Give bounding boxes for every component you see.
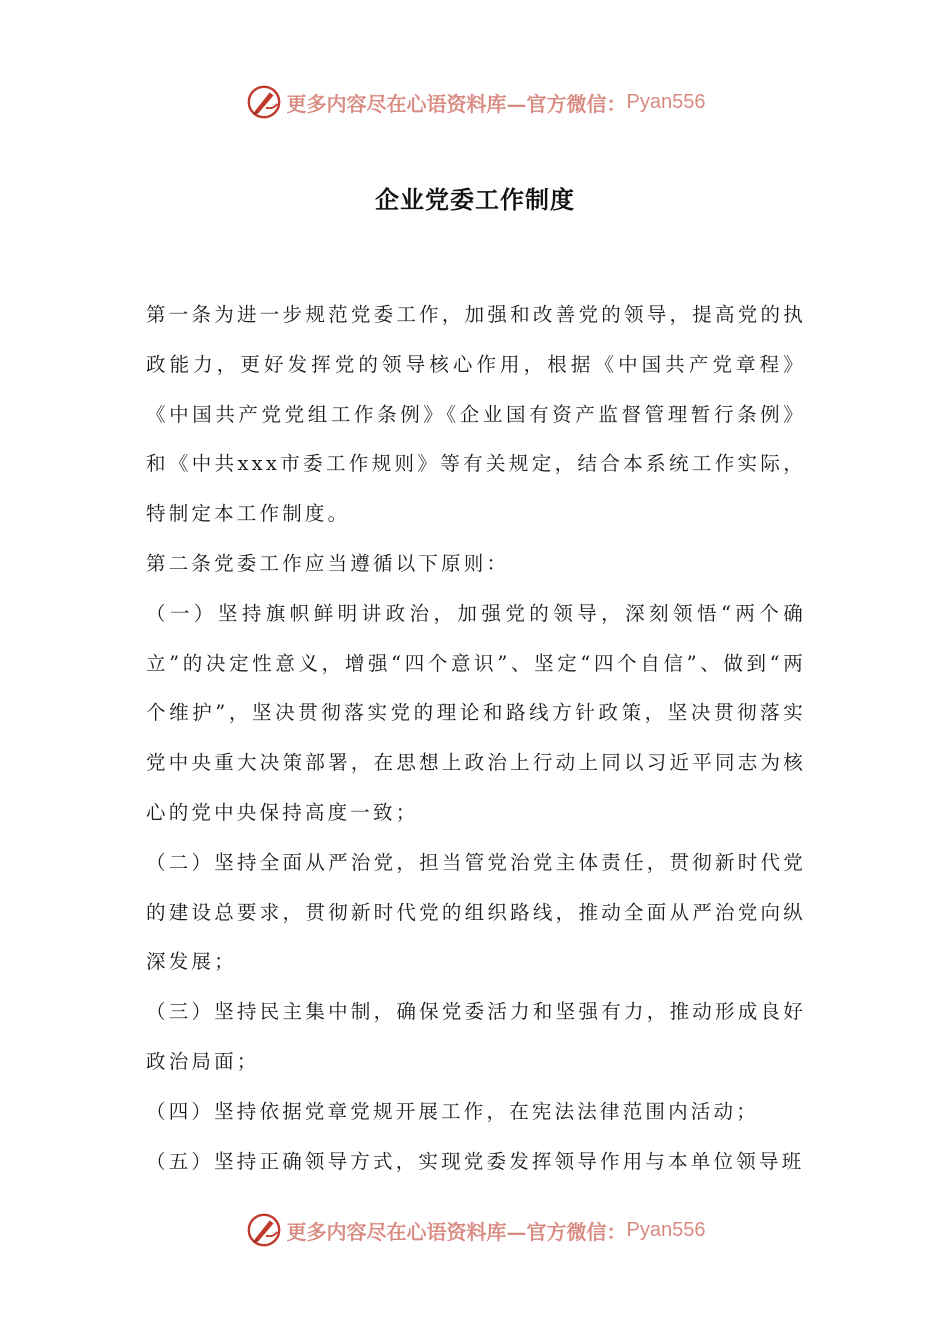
paragraph-principle-2: （二）坚持全面从严治党，担当管党治党主体责任，贯彻新时代党的建设总要求，贯彻新时代党的组织路线，推动全面从严治党向纵深发展； — [146, 850, 806, 974]
pen-quill-logo-icon — [245, 1211, 283, 1249]
paragraph-article-1: 第一条为进一步规范党委工作，加强和改善党的领导，提高党的执政能力，更好发挥党的领导核心作用，根据《中国共产党章程》《中国共产党党组工作条例》《企业国有资产监督管理暂行条例》和《中共xxx市委工作规则》等有关规定，结合本系统工作实际，特制定本工作制度。 — [146, 303, 806, 526]
watermark-text: 更多内容尽在心语资料库—官方微信： — [286, 91, 627, 116]
watermark-id: Pyan556 — [626, 1218, 706, 1241]
watermark-footer — [0, 1210, 950, 1250]
paragraph-article-2: 第二条党委工作应当遵循以下原则： — [146, 551, 510, 575]
paragraph-principle-4: （四）坚持依据党章党规开展工作，在宪法法律范围内活动； — [146, 1099, 759, 1123]
paragraph-principle-5: （五）坚持正确领导方式，实现党委发挥领导作用与本单位领导班 — [146, 1149, 805, 1173]
document-body — [146, 290, 806, 1186]
watermark-id: Pyan556 — [626, 90, 706, 113]
paragraph-principle-3: （三）坚持民主集中制，确保党委活力和坚强有力，推动形成良好政治局面； — [146, 1000, 806, 1073]
watermark-text: 更多内容尽在心语资料库—官方微信： — [286, 1219, 627, 1244]
pen-quill-logo-icon — [245, 83, 283, 121]
paragraph-principle-1: （一）坚持旗帜鲜明讲政治，加强党的领导，深刻领悟“两个确立”的决定性意义，增强“四个意识”、坚定“四个自信”、做到“两个维护”，坚决贯彻落实党的理论和路线方针政策，坚决贯彻落实党中央重大决策部署，在思想上政治上行动上同以习近平同志为核心的党中央保持高度一致； — [146, 601, 806, 824]
document-title: 企业党委工作制度 — [375, 185, 575, 214]
watermark-header — [0, 82, 950, 122]
